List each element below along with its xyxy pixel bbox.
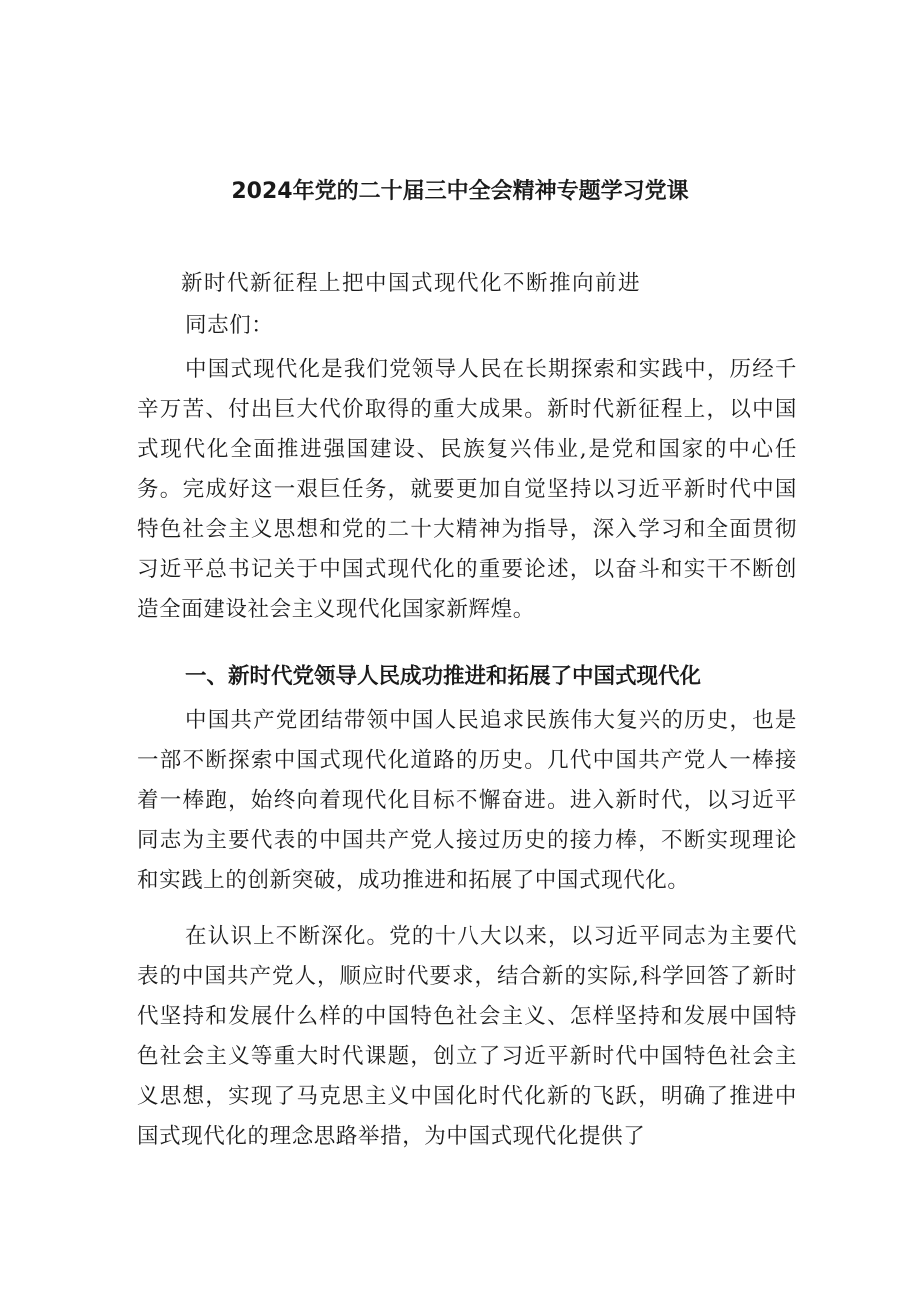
section-heading: 一、新时代党领导人民成功推进和拓展了中国式现代化 bbox=[185, 664, 702, 689]
intro-paragraph: 中国式现代化是我们党领导人民在长期探索和实践中，历经千辛万苦、付出巨大代价取得的重大成果。新时代新征程上，以中国式现代化全面推进强国建设、民族复兴伟业,是党和国家的中心任务。完成好这一艰巨任务，就要更加自觉坚持以习近平新时代中国特色社会主义思想和党的二十大精神为指导，深入学习和全面贯彻习近平总书记关于中国式现代化的重要论述，以奋斗和实干不断创造全面建设社会主义现代化国家新辉煌。 bbox=[137, 357, 797, 622]
document-title: 2024年党的二十届三中全会精神专题学习党课 bbox=[231, 179, 689, 204]
document-subtitle: 新时代新征程上把中国式现代化不断推向前进 bbox=[181, 271, 642, 296]
salutation: 同志们： bbox=[185, 313, 274, 338]
section-paragraph-2: 在认识上不断深化。党的十八大以来，以习近平同志为主要代表的中国共产党人，顺应时代要求，结合新的实际,科学回答了新时代坚持和发展什么样的中国特色社会主义、怎样坚持和发展中国特色社会主义等重大时代课题，创立了习近平新时代中国特色社会主义思想，实现了马克思主义中国化时代化新的飞跃，明确了推进中国式现代化的理念思路举措，为中国式现代化提供了 bbox=[137, 924, 797, 1149]
section-paragraph-1: 中国共产党团结带领中国人民追求民族伟大复兴的历史，也是一部不断探索中国式现代化道路的历史。几代中国共产党人一棒接着一棒跑，始终向着现代化目标不懈奋进。进入新时代，以习近平同志为主要代表的中国共产党人接过历史的接力棒，不断实现理论和实践上的创新突破，成功推进和拓展了中国式现代化。 bbox=[137, 708, 797, 893]
